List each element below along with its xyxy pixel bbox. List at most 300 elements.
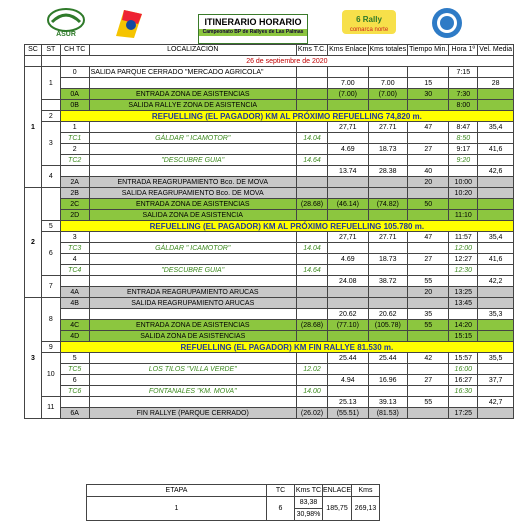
column-header: Vel. Media <box>478 45 514 56</box>
cell-enlace <box>328 155 368 166</box>
cell-vel: 35,4 <box>478 122 514 133</box>
svg-text:comarca norte: comarca norte <box>349 27 389 33</box>
cell-enlace: (46.14) <box>328 199 368 210</box>
cell-tc <box>296 397 327 408</box>
cell-tc <box>296 353 327 364</box>
location-label <box>89 397 296 408</box>
cell-tc: 14.04 <box>296 243 327 254</box>
cell-min <box>408 100 449 111</box>
itinerary-row <box>25 221 514 232</box>
page-title: ITINERARIO HORARIO <box>204 17 302 27</box>
cell-tc: (28.68) <box>296 199 327 210</box>
cell-tc: 14.04 <box>296 133 327 144</box>
control-code <box>60 78 89 89</box>
control-code: 4B <box>60 298 89 309</box>
cell-enlace <box>328 177 368 188</box>
cell-enlace: 25.13 <box>328 397 368 408</box>
control-code: 2A <box>60 177 89 188</box>
itinerary-row <box>25 276 514 287</box>
cell-min: 55 <box>408 397 449 408</box>
stage-number: 7 <box>41 276 60 298</box>
cell-min <box>408 298 449 309</box>
cell-vel <box>478 320 514 331</box>
cell-min <box>408 133 449 144</box>
cell-vel <box>478 287 514 298</box>
itinerary-row <box>25 320 514 331</box>
control-code: 6A <box>60 408 89 419</box>
cell-vel: 35,5 <box>478 353 514 364</box>
summary-enlace: 185,75 <box>323 497 352 521</box>
itinerary-row <box>25 177 514 188</box>
itinerary-row <box>25 188 514 199</box>
cell-total <box>368 243 408 254</box>
location-label: SALIDA RALLYE ZONA DE ASISTENCIA <box>89 100 296 111</box>
cell-enlace <box>328 331 368 342</box>
cell-min: 20 <box>408 287 449 298</box>
cell-total <box>368 265 408 276</box>
summary-table <box>86 484 380 521</box>
cell-tc: 14.64 <box>296 155 327 166</box>
stage-number <box>41 100 60 111</box>
cell-vel <box>478 100 514 111</box>
cell-min: 50 <box>408 199 449 210</box>
cell-vel: 42,7 <box>478 397 514 408</box>
summary-kms-tc: 83,38 <box>295 497 323 509</box>
date-spacer <box>25 56 42 67</box>
stage-number <box>41 188 60 221</box>
cell-hora <box>449 78 478 89</box>
control-code: 2C <box>60 199 89 210</box>
cell-total <box>368 100 408 111</box>
stage-number: 9 <box>41 342 60 353</box>
refuelling-banner: REFUELLING (EL PAGADOR) KM FIN RALLYE 81.530 m. <box>60 342 513 353</box>
cell-enlace <box>328 100 368 111</box>
cell-vel <box>478 133 514 144</box>
cell-min: 15 <box>408 78 449 89</box>
control-code: 1 <box>60 122 89 133</box>
cell-min: 30 <box>408 89 449 100</box>
control-code <box>60 166 89 177</box>
itinerary-row <box>25 243 514 254</box>
itinerary-row <box>25 309 514 320</box>
summary-etapa: 1 <box>87 497 267 521</box>
location-label <box>89 78 296 89</box>
cell-total: (105.78) <box>368 320 408 331</box>
summary-kms-tc-pct: 30,98% <box>295 509 323 521</box>
svg-text:ASUR: ASUR <box>56 31 76 38</box>
itinerary-row <box>25 331 514 342</box>
stage-number: 4 <box>41 166 60 188</box>
date-label: 26 de septiembre de 2020 <box>60 56 513 67</box>
itinerary-row <box>25 342 514 353</box>
cell-total: 16.96 <box>368 375 408 386</box>
cell-vel <box>478 243 514 254</box>
cell-vel: 28 <box>478 78 514 89</box>
cell-total: 18.73 <box>368 144 408 155</box>
cell-tc <box>296 67 327 78</box>
cell-hora: 12:30 <box>449 265 478 276</box>
cell-tc <box>296 232 327 243</box>
cell-tc: 14.00 <box>296 386 327 397</box>
cell-enlace: 24.08 <box>328 276 368 287</box>
cell-total <box>368 210 408 221</box>
control-code: 0A <box>60 89 89 100</box>
cell-total <box>368 188 408 199</box>
club-logo <box>42 6 90 38</box>
itinerary-row <box>25 364 514 375</box>
control-code <box>60 309 89 320</box>
cell-min <box>408 210 449 221</box>
itinerary-table <box>24 44 514 419</box>
cell-min: 40 <box>408 166 449 177</box>
cell-tc: (26.02) <box>296 408 327 419</box>
fiac-seal-logo <box>430 6 464 40</box>
column-header: LOCALIZACIÓN <box>89 45 296 56</box>
stage-number: 2 <box>41 111 60 122</box>
control-code: TC4 <box>60 265 89 276</box>
cell-min: 55 <box>408 320 449 331</box>
cell-tc <box>296 78 327 89</box>
cell-total: 20.62 <box>368 309 408 320</box>
cell-min: 27 <box>408 144 449 155</box>
stage-number: 10 <box>41 353 60 397</box>
column-header: Hora 1º <box>449 45 478 56</box>
column-header: ST <box>41 45 60 56</box>
cell-hora: 10:20 <box>449 188 478 199</box>
column-header: Kms totales <box>368 45 408 56</box>
cell-tc <box>296 276 327 287</box>
cell-tc <box>296 375 327 386</box>
control-code: 0 <box>60 67 89 78</box>
cell-vel: 37,7 <box>478 375 514 386</box>
cell-hora: 8:47 <box>449 122 478 133</box>
cell-hora: 8:50 <box>449 133 478 144</box>
itinerary-row <box>25 287 514 298</box>
itinerary-row <box>25 265 514 276</box>
summary-header-enlace: ENLACE <box>323 485 352 497</box>
cell-enlace: 4.69 <box>328 144 368 155</box>
control-code: 2B <box>60 188 89 199</box>
cell-vel <box>478 155 514 166</box>
cell-vel <box>478 265 514 276</box>
cell-vel: 41,6 <box>478 254 514 265</box>
cell-total <box>368 67 408 78</box>
cell-enlace: 20.62 <box>328 309 368 320</box>
summary-kms: 269,13 <box>352 497 380 521</box>
itinerary-row <box>25 210 514 221</box>
cell-hora: 13:45 <box>449 298 478 309</box>
control-code <box>60 397 89 408</box>
cell-hora <box>449 276 478 287</box>
cell-enlace <box>328 364 368 375</box>
cell-vel: 35,3 <box>478 309 514 320</box>
cell-enlace: 7.00 <box>328 78 368 89</box>
location-label <box>89 309 296 320</box>
summary-header-kms: Kms <box>352 485 380 497</box>
cell-total <box>368 386 408 397</box>
cell-enlace <box>328 67 368 78</box>
cell-hora <box>449 397 478 408</box>
control-code: 4C <box>60 320 89 331</box>
cell-tc <box>296 166 327 177</box>
cell-min: 35 <box>408 309 449 320</box>
cell-total <box>368 298 408 309</box>
control-code: TC3 <box>60 243 89 254</box>
cell-tc <box>296 298 327 309</box>
refuelling-banner: REFUELLING (EL PAGADOR) KM AL PRÓXIMO REFUELLING 105.780 m. <box>60 221 513 232</box>
location-label: "DESCUBRE GUIA" <box>89 265 296 276</box>
cell-hora <box>449 309 478 320</box>
cell-vel <box>478 210 514 221</box>
cell-hora: 14:20 <box>449 320 478 331</box>
location-label: FIN RALLYE (PARQUE CERRADO) <box>89 408 296 419</box>
cell-vel <box>478 199 514 210</box>
cell-total: 27.71 <box>368 232 408 243</box>
summary-header-etapa: ETAPA <box>87 485 267 497</box>
summary-tc: 6 <box>267 497 295 521</box>
itinerary-row <box>25 133 514 144</box>
stage-number: 3 <box>41 122 60 166</box>
federation-flag-logo <box>112 6 150 40</box>
location-label <box>89 353 296 364</box>
cell-total: (74.82) <box>368 199 408 210</box>
control-code: TC6 <box>60 386 89 397</box>
cell-tc: (28.68) <box>296 320 327 331</box>
cell-tc <box>296 177 327 188</box>
location-label: ENTRADA REAGRUPAMIENTO Bco. DE MOVA <box>89 177 296 188</box>
column-header: Tiempo Min. <box>408 45 449 56</box>
cell-enlace <box>328 210 368 221</box>
refuelling-banner: REFUELLING (EL PAGADOR) KM AL PRÓXIMO REFUELLING 74,820 m. <box>60 111 513 122</box>
control-code: TC1 <box>60 133 89 144</box>
cell-enlace: (7.00) <box>328 89 368 100</box>
cell-min <box>408 67 449 78</box>
location-label: SALIDA ZONA DE ASISTENCIA <box>89 210 296 221</box>
itinerary-row <box>25 298 514 309</box>
itinerary-row <box>25 111 514 122</box>
control-code: 6 <box>60 375 89 386</box>
itinerary-row <box>25 89 514 100</box>
stage-number: 8 <box>41 298 60 342</box>
cell-hora: 10:00 <box>449 177 478 188</box>
rally-logo <box>340 6 398 38</box>
location-label: ENTRADA ZONA DE ASISTENCIAS <box>89 89 296 100</box>
cell-enlace <box>328 298 368 309</box>
cell-enlace: 4.69 <box>328 254 368 265</box>
date-row <box>25 56 514 67</box>
itinerary-row <box>25 144 514 155</box>
control-code: TC2 <box>60 155 89 166</box>
cell-tc <box>296 287 327 298</box>
date-spacer <box>41 56 60 67</box>
stage-number: 1 <box>41 67 60 100</box>
location-label: SALIDA PARQUE CERRADO "MERCADO AGRICOLA" <box>89 67 296 78</box>
itinerary-title-box <box>198 14 308 44</box>
cell-min: 20 <box>408 177 449 188</box>
cell-enlace: 25.44 <box>328 353 368 364</box>
itinerary-row <box>25 199 514 210</box>
location-label: GÀLDAR " ICAMOTOR" <box>89 133 296 144</box>
cell-min: 47 <box>408 122 449 133</box>
cell-total: 38.72 <box>368 276 408 287</box>
itinerary-row <box>25 122 514 133</box>
cell-min <box>408 155 449 166</box>
cell-vel <box>478 386 514 397</box>
cell-min <box>408 243 449 254</box>
itinerary-row <box>25 78 514 89</box>
cell-enlace <box>328 133 368 144</box>
cell-tc <box>296 210 327 221</box>
cell-tc: 12.02 <box>296 364 327 375</box>
svg-text:6 Rally: 6 Rally <box>356 15 382 24</box>
cell-hora <box>449 166 478 177</box>
cell-enlace <box>328 243 368 254</box>
cell-enlace: 27,71 <box>328 122 368 133</box>
column-header: Kms T.C. <box>296 45 327 56</box>
cell-total: 25.44 <box>368 353 408 364</box>
cell-enlace: 13.74 <box>328 166 368 177</box>
control-code: 4A <box>60 287 89 298</box>
cell-vel <box>478 177 514 188</box>
stage-number: 5 <box>41 221 60 232</box>
cell-enlace <box>328 287 368 298</box>
cell-vel: 35,4 <box>478 232 514 243</box>
column-header: SC <box>25 45 42 56</box>
location-label: "DESCUBRE GUIA" <box>89 155 296 166</box>
cell-enlace <box>328 188 368 199</box>
cell-hora: 7:15 <box>449 67 478 78</box>
itinerary-row <box>25 353 514 364</box>
cell-hora: 13:25 <box>449 287 478 298</box>
location-label: ENTRADA REAGRUPAMIENTO ARUCAS <box>89 287 296 298</box>
location-label: FONTANALES "KM. MOVA" <box>89 386 296 397</box>
cell-total <box>368 287 408 298</box>
cell-hora: 9:17 <box>449 144 478 155</box>
location-label: ENTRADA ZONA DE ASISTENCIAS <box>89 320 296 331</box>
location-label <box>89 144 296 155</box>
column-header: Kms Enlace <box>328 45 368 56</box>
summary-header-kms-tc: Kms TC <box>295 485 323 497</box>
control-code: 2D <box>60 210 89 221</box>
cell-min <box>408 386 449 397</box>
location-label <box>89 254 296 265</box>
itinerary-row <box>25 100 514 111</box>
itinerary-row <box>25 386 514 397</box>
cell-total: 7.00 <box>368 78 408 89</box>
cell-hora: 15:15 <box>449 331 478 342</box>
itinerary-row <box>25 67 514 78</box>
cell-vel: 42,2 <box>478 276 514 287</box>
cell-min: 27 <box>408 375 449 386</box>
cell-hora: 16:00 <box>449 364 478 375</box>
section-number: 3 <box>25 298 42 419</box>
cell-min <box>408 188 449 199</box>
cell-min <box>408 265 449 276</box>
cell-tc <box>296 144 327 155</box>
cell-tc <box>296 100 327 111</box>
cell-hora: 12:00 <box>449 243 478 254</box>
cell-enlace <box>328 386 368 397</box>
cell-min <box>408 331 449 342</box>
cell-vel <box>478 331 514 342</box>
cell-total: 18.73 <box>368 254 408 265</box>
cell-enlace: (55.51) <box>328 408 368 419</box>
cell-min: 27 <box>408 254 449 265</box>
cell-total <box>368 133 408 144</box>
cell-vel: 41,6 <box>478 144 514 155</box>
location-label <box>89 122 296 133</box>
cell-hora: 16:30 <box>449 386 478 397</box>
cell-enlace: (77.10) <box>328 320 368 331</box>
cell-vel <box>478 298 514 309</box>
location-label <box>89 375 296 386</box>
location-label: ENTRADA ZONA DE ASISTENCIAS <box>89 199 296 210</box>
cell-vel: 42,6 <box>478 166 514 177</box>
header-row <box>25 45 514 56</box>
control-code: 4 <box>60 254 89 265</box>
cell-hora: 17:25 <box>449 408 478 419</box>
itinerary-row <box>25 232 514 243</box>
cell-total <box>368 331 408 342</box>
cell-total <box>368 177 408 188</box>
cell-total: 39.13 <box>368 397 408 408</box>
cell-vel <box>478 67 514 78</box>
cell-tc <box>296 254 327 265</box>
cell-tc <box>296 122 327 133</box>
itinerary-row <box>25 254 514 265</box>
cell-total: 28.38 <box>368 166 408 177</box>
cell-vel <box>478 408 514 419</box>
stage-number: 6 <box>41 232 60 276</box>
stage-number: 11 <box>41 397 60 419</box>
cell-tc <box>296 331 327 342</box>
cell-min: 42 <box>408 353 449 364</box>
column-header: CH TC <box>60 45 89 56</box>
section-number: 2 <box>25 188 42 298</box>
cell-hora: 7:30 <box>449 89 478 100</box>
cell-vel <box>478 89 514 100</box>
control-code: 3 <box>60 232 89 243</box>
control-code: 5 <box>60 353 89 364</box>
control-code: 4D <box>60 331 89 342</box>
cell-hora: 12:27 <box>449 254 478 265</box>
page-subtitle: Campeonato BP de Rallyes de Las Palmas <box>199 29 307 36</box>
location-label <box>89 232 296 243</box>
cell-min <box>408 408 449 419</box>
cell-hora: 11:10 <box>449 210 478 221</box>
control-code: TC5 <box>60 364 89 375</box>
location-label: GÀLDAR " ICAMOTOR" <box>89 243 296 254</box>
cell-tc <box>296 89 327 100</box>
location-label: SALIDA REAGRUPAMIENTO ARUCAS <box>89 298 296 309</box>
cell-tc <box>296 188 327 199</box>
cell-min: 55 <box>408 276 449 287</box>
cell-total: 27.71 <box>368 122 408 133</box>
location-label <box>89 166 296 177</box>
cell-total: (81.53) <box>368 408 408 419</box>
cell-total: (7.00) <box>368 89 408 100</box>
cell-vel <box>478 188 514 199</box>
itinerary-row <box>25 166 514 177</box>
control-code <box>60 276 89 287</box>
itinerary-row <box>25 397 514 408</box>
section-number: 1 <box>25 67 42 188</box>
cell-hora <box>449 199 478 210</box>
itinerary-row <box>25 408 514 419</box>
cell-min <box>408 364 449 375</box>
cell-enlace <box>328 265 368 276</box>
cell-hora: 9:20 <box>449 155 478 166</box>
